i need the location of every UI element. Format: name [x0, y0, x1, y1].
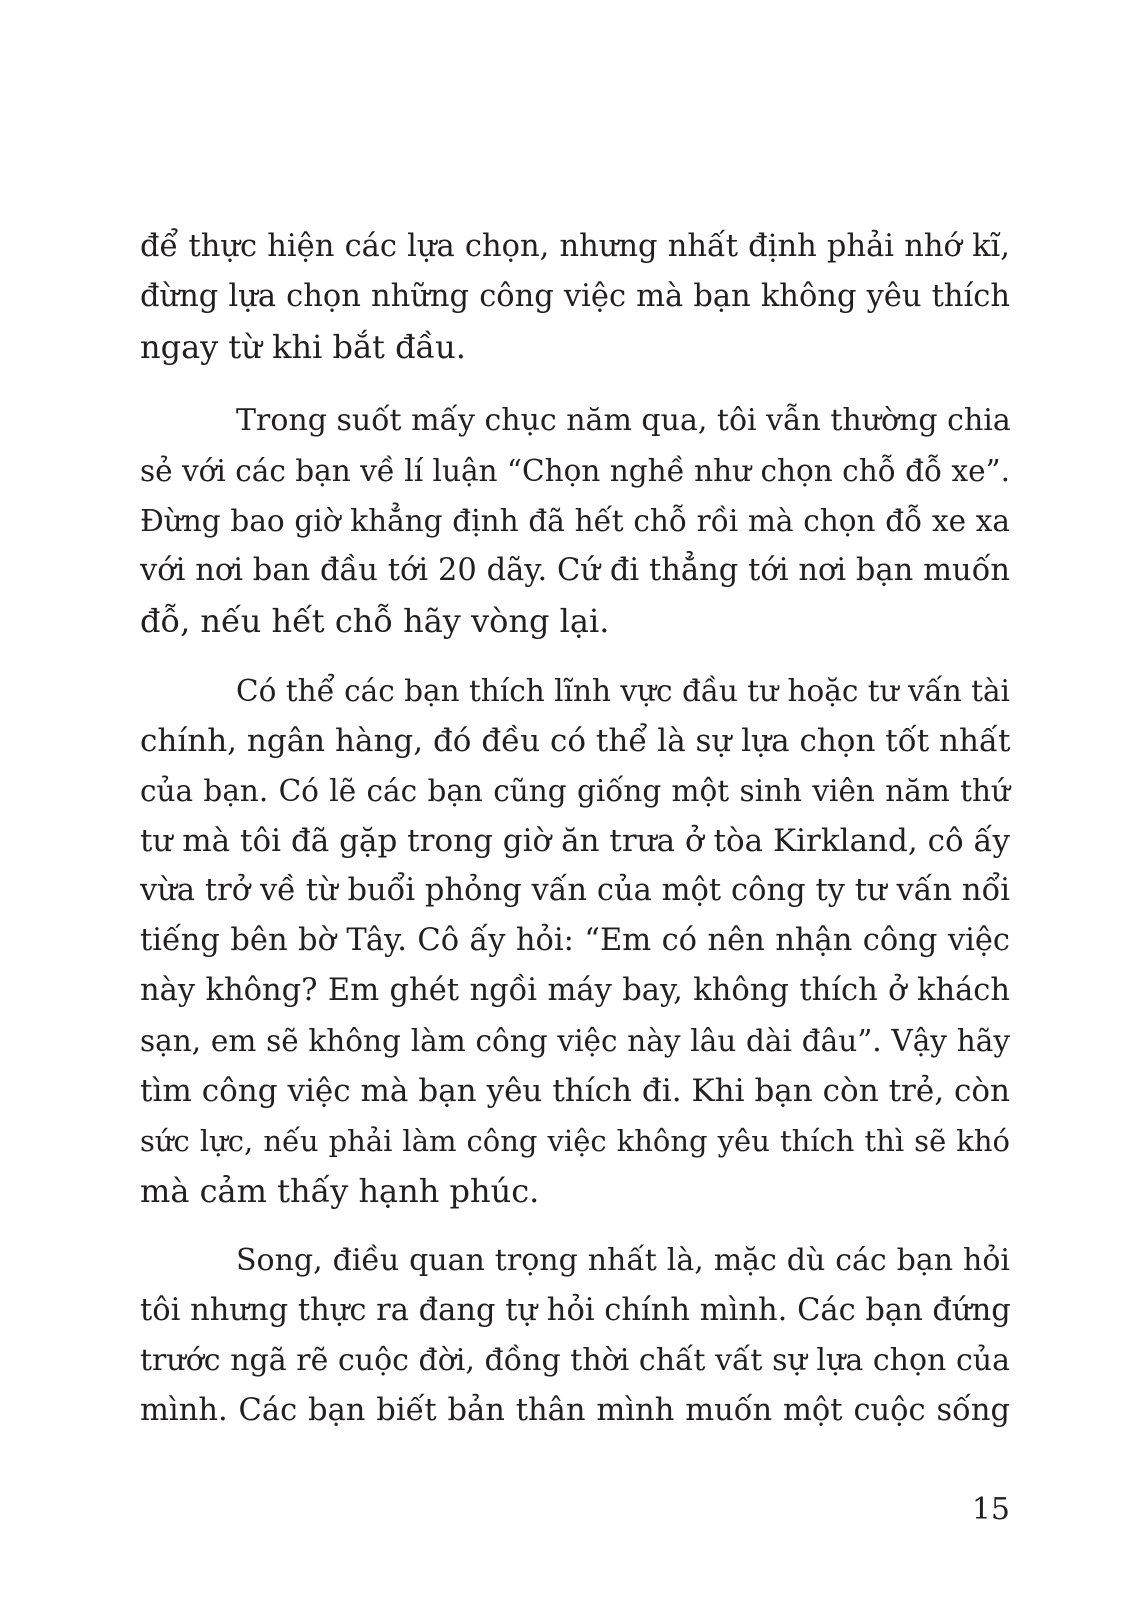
paragraph-line: chính, ngân hàng, đó đều có thể là sự lựa chọn tốt nhất [140, 723, 1011, 759]
paragraph-line: Có thể các bạn thích lĩnh vực đầu tư hoặc tư vấn tài [236, 674, 1010, 708]
paragraph-line: của bạn. Có lẽ các bạn cũng giống một sinh viên năm thứ [140, 774, 1010, 808]
paragraph-4 [140, 1236, 1010, 1436]
paragraph-line: ngay từ khi bắt đầu. [140, 328, 466, 366]
paragraph-3 [140, 666, 1010, 1216]
paragraph-line: tìm công việc mà bạn yêu thích đi. Khi bạn còn trẻ, còn [140, 1073, 1010, 1109]
page-number: 15 [971, 1492, 1010, 1527]
paragraph-line: mình. Các bạn biết bản thân mình muốn một cuộc sống [140, 1393, 1010, 1428]
paragraph-line: với nơi ban đầu tới 20 dãy. Cứ đi thẳng tới nơi bạn muốn [140, 553, 1010, 588]
paragraph-line: trước ngã rẽ cuộc đời, đồng thời chất vất sự lựa chọn của [140, 1343, 1010, 1378]
paragraph-1 [140, 222, 1010, 372]
book-page [140, 0, 1010, 1615]
paragraph-line: Trong suốt mấy chục năm qua, tôi vẫn thường chia [236, 403, 1011, 438]
paragraph-line: tiếng bên bờ Tây. Cô ấy hỏi: “Em có nên nhận công việc [140, 923, 1010, 958]
paragraph-line: tư mà tôi đã gặp trong giờ ăn trưa ở tòa Kirkland, cô ấy [140, 823, 1010, 859]
paragraph-2 [140, 396, 1010, 646]
paragraph-line: sạn, em sẽ không làm công việc này lâu dài đâu”. Vậy hãy [140, 1024, 1010, 1058]
paragraph-line: Song, điều quan trọng nhất là, mặc dù các bạn hỏi [236, 1243, 1010, 1278]
paragraph-line: Đừng bao giờ khẳng định đã hết chỗ rồi mà chọn đỗ xe xa [140, 504, 1010, 538]
paragraph-line: sẻ với các bạn về lí luận “Chọn nghề như chọn chỗ đỗ xe”. [140, 454, 1010, 488]
paragraph-line: sức lực, nếu phải làm công việc không yêu thích thì sẽ khó [140, 1124, 1010, 1158]
paragraph-line: mà cảm thấy hạnh phúc. [140, 1172, 540, 1210]
paragraph-line: đừng lựa chọn những công việc mà bạn không yêu thích [140, 279, 1010, 314]
paragraph-line: để thực hiện các lựa chọn, nhưng nhất định phải nhớ kĩ, [140, 229, 1010, 264]
paragraph-line: tôi nhưng thực ra đang tự hỏi chính mình. Các bạn đứng [140, 1293, 1011, 1328]
paragraph-line: này không? Em ghét ngồi máy bay, không thích ở khách [140, 973, 1010, 1008]
paragraph-line: vừa trở về từ buổi phỏng vấn của một công ty tư vấn nổi [140, 873, 1010, 908]
paragraph-line: đỗ, nếu hết chỗ hãy vòng lại. [140, 602, 610, 640]
